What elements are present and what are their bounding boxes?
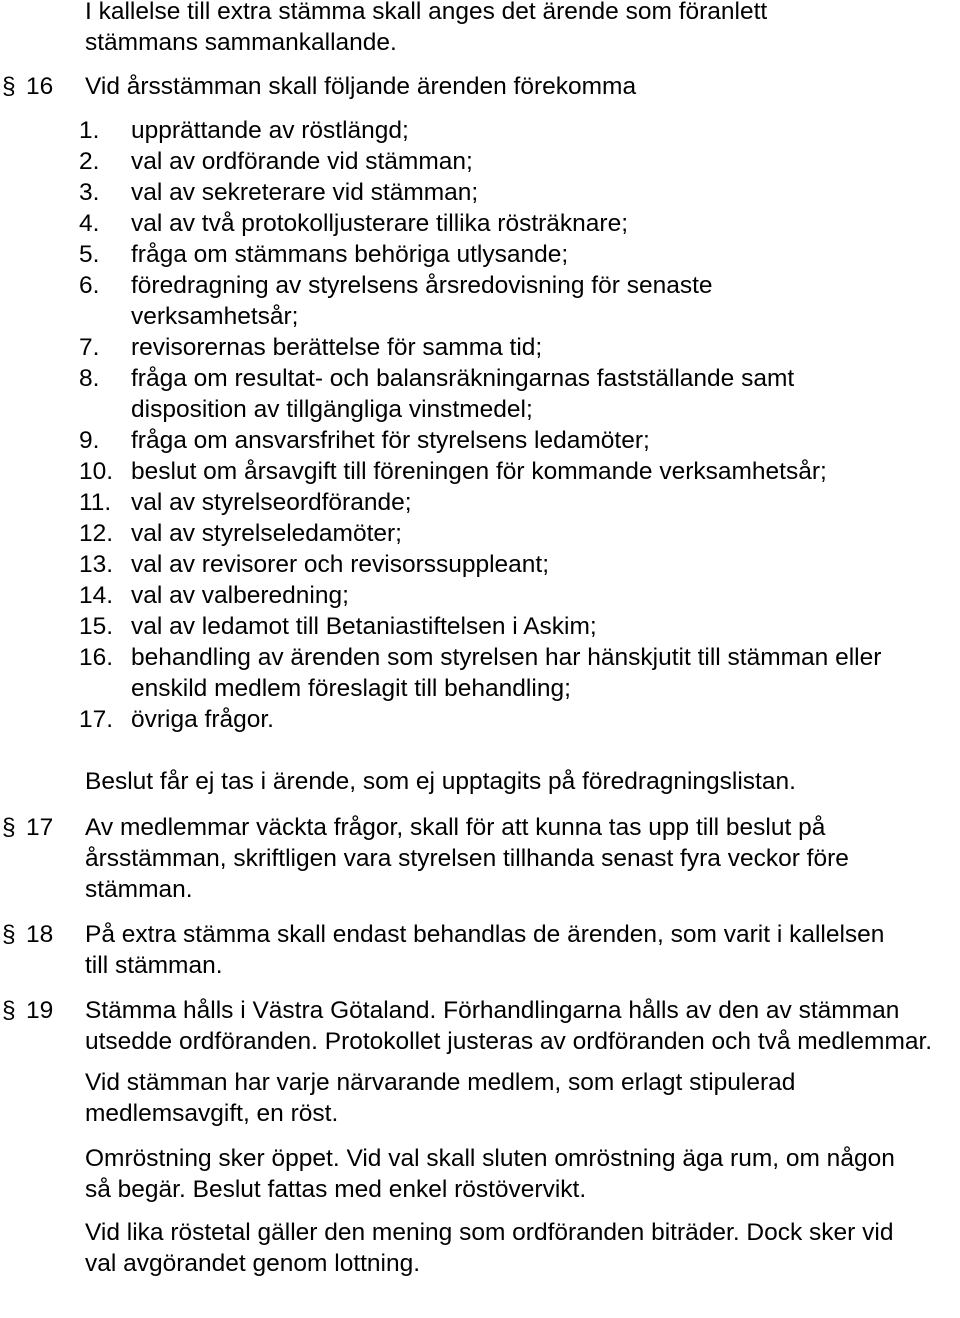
- section-mark: §: [2, 997, 16, 1024]
- list-item-number: 1.: [79, 117, 100, 144]
- list-item: [0, 642, 960, 704]
- list-item-text: fråga om ansvarsfrihet för styrelsens ledamöter;: [131, 427, 650, 454]
- list-item: [0, 177, 960, 208]
- list-item-text: val av två protokolljusterare tillika rösträknare;: [131, 210, 629, 237]
- list-item: [0, 487, 960, 518]
- section-number: 19: [26, 997, 54, 1024]
- section-heading: Vid årsstämman skall följande ärenden förekomma: [85, 73, 637, 100]
- section-mark: §: [2, 921, 16, 948]
- list-item-text: föredragning av styrelsens årsredovisning för senaste verksamhetsår;: [131, 272, 713, 330]
- list-item-number: 5.: [79, 241, 100, 268]
- list-item-text: behandling av ärenden som styrelsen har hänskjutit till stämman eller enskild medlem föreslagit till behandling;: [131, 644, 882, 702]
- list-item-text: val av valberedning;: [131, 582, 349, 609]
- list-item-number: 8.: [79, 365, 100, 392]
- list-item-number: 6.: [79, 272, 100, 299]
- intro-text: I kallelse till extra stämma skall anges det ärende som föranlett stämmans sammankallande.: [85, 0, 768, 56]
- list-item: [0, 208, 960, 239]
- list-item-text: val av ledamot till Betaniastiftelsen i Askim;: [131, 613, 597, 640]
- list-item-number: 16.: [79, 644, 114, 671]
- list-item: [0, 239, 960, 270]
- list-item-number: 3.: [79, 179, 100, 206]
- list-item-text: revisorernas berättelse för samma tid;: [131, 334, 543, 361]
- section-paragraph: Stämma hålls i Västra Götaland. Förhandlingarna hålls av den av stämman utsedde ordföranden. Protokollet justeras av ordföranden och två medlemmar.: [85, 997, 933, 1055]
- agenda-list: [0, 115, 960, 735]
- list-item: [0, 580, 960, 611]
- list-item-number: 13.: [79, 551, 114, 578]
- list-item-text: val av revisorer och revisorssuppleant;: [131, 551, 550, 578]
- list-item-number: 9.: [79, 427, 100, 454]
- list-item-text: val av ordförande vid stämman;: [131, 148, 473, 175]
- list-item-number: 15.: [79, 613, 114, 640]
- list-item: [0, 425, 960, 456]
- section-mark: §: [2, 73, 16, 100]
- list-item-text: val av sekreterare vid stämman;: [131, 179, 479, 206]
- list-item: [0, 456, 960, 487]
- section-text: På extra stämma skall endast behandlas de ärenden, som varit i kallelsen till stämman.: [85, 921, 885, 979]
- section-number: 17: [26, 814, 54, 841]
- list-item: [0, 611, 960, 642]
- list-item: [0, 270, 960, 332]
- list-item-text: upprättande av röstlängd;: [131, 117, 409, 144]
- list-item-number: 11.: [79, 489, 112, 516]
- list-item: [0, 704, 960, 735]
- list-item-number: 10.: [79, 458, 114, 485]
- list-item-number: 2.: [79, 148, 100, 175]
- list-item: [0, 146, 960, 177]
- list-item-number: 14.: [79, 582, 114, 609]
- list-item-number: 4.: [79, 210, 100, 237]
- section-body: [85, 995, 960, 1279]
- list-item-number: 7.: [79, 334, 100, 361]
- list-item-number: 17.: [79, 706, 114, 733]
- list-item-text: val av styrelseledamöter;: [131, 520, 402, 547]
- list-item-text: val av styrelseordförande;: [131, 489, 412, 516]
- list-item: [0, 115, 960, 146]
- section-mark: §: [2, 814, 16, 841]
- section-paragraph: Vid stämman har varje närvarande medlem, som erlagt stipulerad medlemsavgift, en röst.: [85, 1069, 796, 1127]
- list-item-text: fråga om resultat- och balansräkningarnas fastställande samt disposition av tillgängliga vinstmedel;: [131, 365, 795, 423]
- section-text: Av medlemmar väckta frågor, skall för att kunna tas upp till beslut på årsstämman, skriftligen vara styrelsen tillhanda senast fyra veckor före stämman.: [85, 814, 849, 903]
- list-item: [0, 549, 960, 580]
- section-paragraph: Vid lika röstetal gäller den mening som ordföranden biträder. Dock sker vid val avgörandet genom lottning.: [85, 1219, 894, 1277]
- list-item: [0, 518, 960, 549]
- list-item-text: övriga frågor.: [131, 706, 274, 733]
- list-item-text: beslut om årsavgift till föreningen för kommande verksamhetsår;: [131, 458, 827, 485]
- section-paragraph: Omröstning sker öppet. Vid val skall sluten omröstning äga rum, om någon så begär. Beslut fattas med enkel röstövervikt.: [85, 1145, 895, 1203]
- list-item: [0, 363, 960, 425]
- list-item-number: 12.: [79, 520, 114, 547]
- list-item-text: fråga om stämmans behöriga utlysande;: [131, 241, 569, 268]
- list-item: [0, 332, 960, 363]
- section-number: 16: [26, 73, 54, 100]
- note-text: Beslut får ej tas i ärende, som ej upptagits på föredragningslistan.: [85, 768, 796, 795]
- section-number: 18: [26, 921, 54, 948]
